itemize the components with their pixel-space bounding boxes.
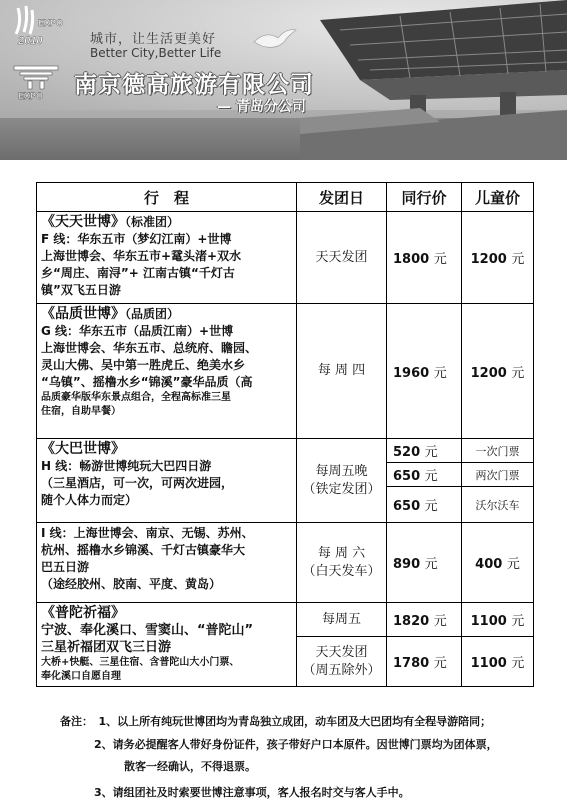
china-pavilion-image	[300, 0, 567, 160]
route-cell: I 线：上海世博会、南京、无锡、苏州、 杭州、摇橹水乡锦溪、千灯古镇豪华大 巴五日游 （途经胶州、胶南、平度、黄岛）	[37, 523, 297, 603]
slogan-chinese: 城市，让生活更美好	[90, 32, 217, 47]
peer-price-cell: 1780 元	[387, 637, 462, 687]
branch-name: — 青岛分公司	[217, 99, 306, 115]
note-1: 备注： 1、以上所有纯玩世博团均为青岛独立成团，动车团及大巴团均有全程导游陪同；	[60, 715, 492, 728]
child-price-cell: 1200 元	[462, 304, 534, 439]
route-title: 《天天世博》	[41, 214, 125, 230]
departure-cell: 天天发团 （周五除外）	[297, 637, 387, 687]
departure-cell: 每周五	[297, 603, 387, 637]
notes-section	[60, 714, 540, 801]
departure-cell: 每 周 四	[297, 304, 387, 439]
departure-cell: 天天发团	[297, 212, 387, 304]
departure-cell: 每 周 六 （白天发车）	[297, 523, 387, 603]
route-cell: 《大巴世博》 H 线：畅游世博纯玩大巴四日游 （三星酒店，可一次，可两次进园， 随个人体力而定）	[37, 439, 297, 523]
child-price-cell: 400 元	[462, 523, 534, 603]
header-peer-price: 同行价	[387, 183, 462, 212]
peer-price-cell: 650 元	[387, 487, 462, 523]
table-row-h	[37, 439, 534, 463]
header-banner	[0, 0, 567, 160]
table-row-g	[37, 304, 534, 439]
peer-price-cell: 1800 元	[387, 212, 462, 304]
table-row-f	[37, 212, 534, 304]
route-cell: 《普陀祈福》 宁波、奉化溪口、雪窦山、“普陀山” 三星祈福团双飞三日游 大桥+快艇、三星住宿、含普陀山大小门票、 奉化溪口自愿自理	[37, 603, 297, 687]
peer-price-cell: 520 元	[387, 439, 462, 463]
tour-price-table	[36, 182, 534, 687]
expo-emblem-logo	[8, 62, 64, 106]
dove-icon	[252, 26, 298, 52]
ticket-note-cell: 沃尔沃车	[462, 487, 534, 523]
note-3: 3、请组团社及时索要世博注意事项，客人报名时交与客人手中。	[94, 786, 410, 799]
ticket-note-cell: 一次门票	[462, 439, 534, 463]
table-header-row	[37, 183, 534, 212]
child-price-cell: 1200 元	[462, 212, 534, 304]
note-2: 2、请务必提醒客人带好身份证件，孩子带好户口本原件。因世博门票均为团体票，	[94, 738, 498, 751]
company-name: 南京德高旅游有限公司	[74, 72, 314, 98]
child-price-cell: 1100 元	[462, 637, 534, 687]
route-cell: 《品质世博》（品质团） G 线：华东五市（品质江南）+世博 上海世博会、华东五市、总统府、瞻园、 灵山大佛、吴中第一胜虎丘、绝美水乡 “乌镇”、摇橹水乡“锦溪”豪华品质（高 品质豪华版华东景点组合，全程高标准三星 住宿，自助早餐）	[37, 304, 297, 439]
peer-price-cell: 1960 元	[387, 304, 462, 439]
table-row-putuo	[37, 603, 534, 637]
expo-2010-logo	[8, 4, 76, 50]
svg-text:EXPO: EXPO	[38, 18, 64, 28]
svg-text:EXPO: EXPO	[18, 91, 44, 101]
peer-price-cell: 890 元	[387, 523, 462, 603]
child-price-cell: 1100 元	[462, 603, 534, 637]
header-departure: 发团日	[297, 183, 387, 212]
note-2-cont: 散客一经确认，不得退票。	[124, 760, 256, 773]
table-row-i	[37, 523, 534, 603]
peer-price-cell: 650 元	[387, 463, 462, 487]
departure-cell: 每周五晚 （铁定发团）	[297, 439, 387, 523]
ticket-note-cell: 两次门票	[462, 463, 534, 487]
header-route: 行 程	[37, 183, 297, 212]
slogan-english: Better City,Better Life	[90, 46, 222, 60]
peer-price-cell: 1820 元	[387, 603, 462, 637]
route-cell: 《天天世博》（标准团） F 线：华东五市（梦幻江南）+世博 上海世博会、华东五市+鼋头渚+双水 乡“周庄、南浔”+ 江南古镇“千灯古 镇”双飞五日游	[37, 212, 297, 304]
svg-text:2010: 2010	[18, 35, 43, 47]
header-child-price: 儿童价	[462, 183, 534, 212]
